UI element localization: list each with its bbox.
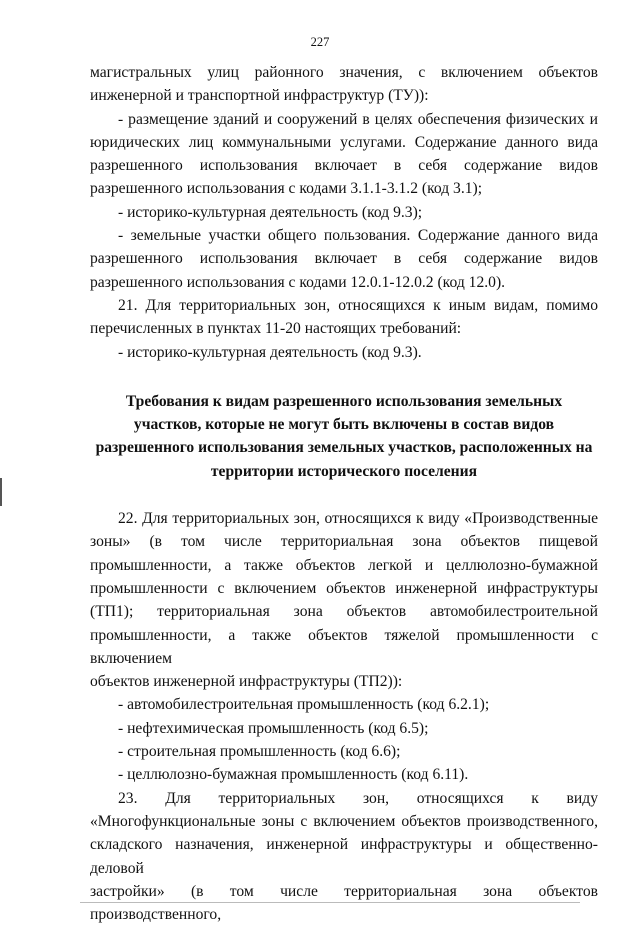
text-line: зоны» (в том числе территориальная зона объектов пищевой xyxy=(90,533,598,551)
page-number: 227 xyxy=(310,35,330,49)
text-line: объектов инженерной инфраструктуры (ТП2)): xyxy=(90,673,403,691)
text-line: - строительная промышленность (код 6.6); xyxy=(118,743,401,761)
text-line: - нефтехимическая промышленность (код 6.5); xyxy=(118,719,429,737)
text-line: промышленности, а также объектов легкой и целлюлозно-бумажной xyxy=(90,556,598,574)
heading-line: разрешенного использования земельных участков, расположенных на xyxy=(95,439,593,457)
text-line: промышленности, а также объектов тяжелой промышленности с включением xyxy=(90,626,598,667)
heading-line: Требования к видам разрешенного использования земельных xyxy=(125,392,563,410)
section-heading xyxy=(90,390,598,483)
text-line: разрешенного использования включает в себя содержание видов xyxy=(90,250,598,268)
text-line: 23. Для территориальных зон, относящихся к виду xyxy=(118,789,598,807)
text-line: - историко-культурная деятельность (код 9.3); xyxy=(118,203,423,221)
heading-line: территории исторического поселения xyxy=(210,462,478,480)
paragraphs-bottom xyxy=(90,507,598,926)
text-line: 22. Для территориальных зон, относящихся к виду «Производственные xyxy=(118,510,598,528)
text-line: юридических лиц коммунальными услугами. Содержание данного вида xyxy=(90,133,598,151)
scan-bottom-edge xyxy=(80,902,580,903)
text-line: - целлюлозно-бумажная промышленность (код 6.11). xyxy=(118,766,469,784)
paragraphs-top xyxy=(90,61,598,364)
text-line: перечисленных в пунктах 11-20 настоящих требований: xyxy=(90,320,462,338)
text-line: разрешенного использования включает в себя содержание видов xyxy=(90,157,598,175)
text-line: (ТП1); территориальная зона объектов автомобилестроительной xyxy=(90,603,598,621)
text-line: разрешенного использования с кодами 12.0.1-12.0.2 (код 12.0). xyxy=(90,273,506,291)
text-line: инженерной и транспортной инфраструктур (ТУ)): xyxy=(90,87,429,105)
document-body xyxy=(90,61,598,926)
text-line: - размещение зданий и сооружений в целях обеспечения физических и xyxy=(118,110,598,128)
text-line: - земельные участки общего пользования. Содержание данного вида xyxy=(118,227,598,245)
text-line: разрешенного использования с кодами 3.1.1-3.1.2 (код 3.1); xyxy=(90,180,483,198)
text-line: «Многофункциональные зоны с включением объектов производственного, xyxy=(90,812,598,830)
scan-edge-mark xyxy=(0,478,2,506)
heading-line: участков, которые не могут быть включены в состав видов xyxy=(133,416,555,434)
text-line: застройки» (в том числе территориальная зона объектов производственного, xyxy=(90,882,598,924)
text-line: 21. Для территориальных зон, относящихся к иным видам, помимо xyxy=(118,296,598,314)
text-line: складского назначения, инженерной инфраструктуры и общественно-деловой xyxy=(90,836,598,877)
text-line: - автомобилестроительная промышленность (код 6.2.1); xyxy=(118,696,490,714)
spacer xyxy=(90,364,598,390)
text-line: магистральных улиц районного значения, с включением объектов xyxy=(90,64,598,81)
text-line: - историко-культурная деятельность (код 9.3). xyxy=(118,343,422,361)
text-line: промышленности с включением объектов инженерной инфраструктуры xyxy=(90,579,598,597)
spacer xyxy=(90,483,598,507)
